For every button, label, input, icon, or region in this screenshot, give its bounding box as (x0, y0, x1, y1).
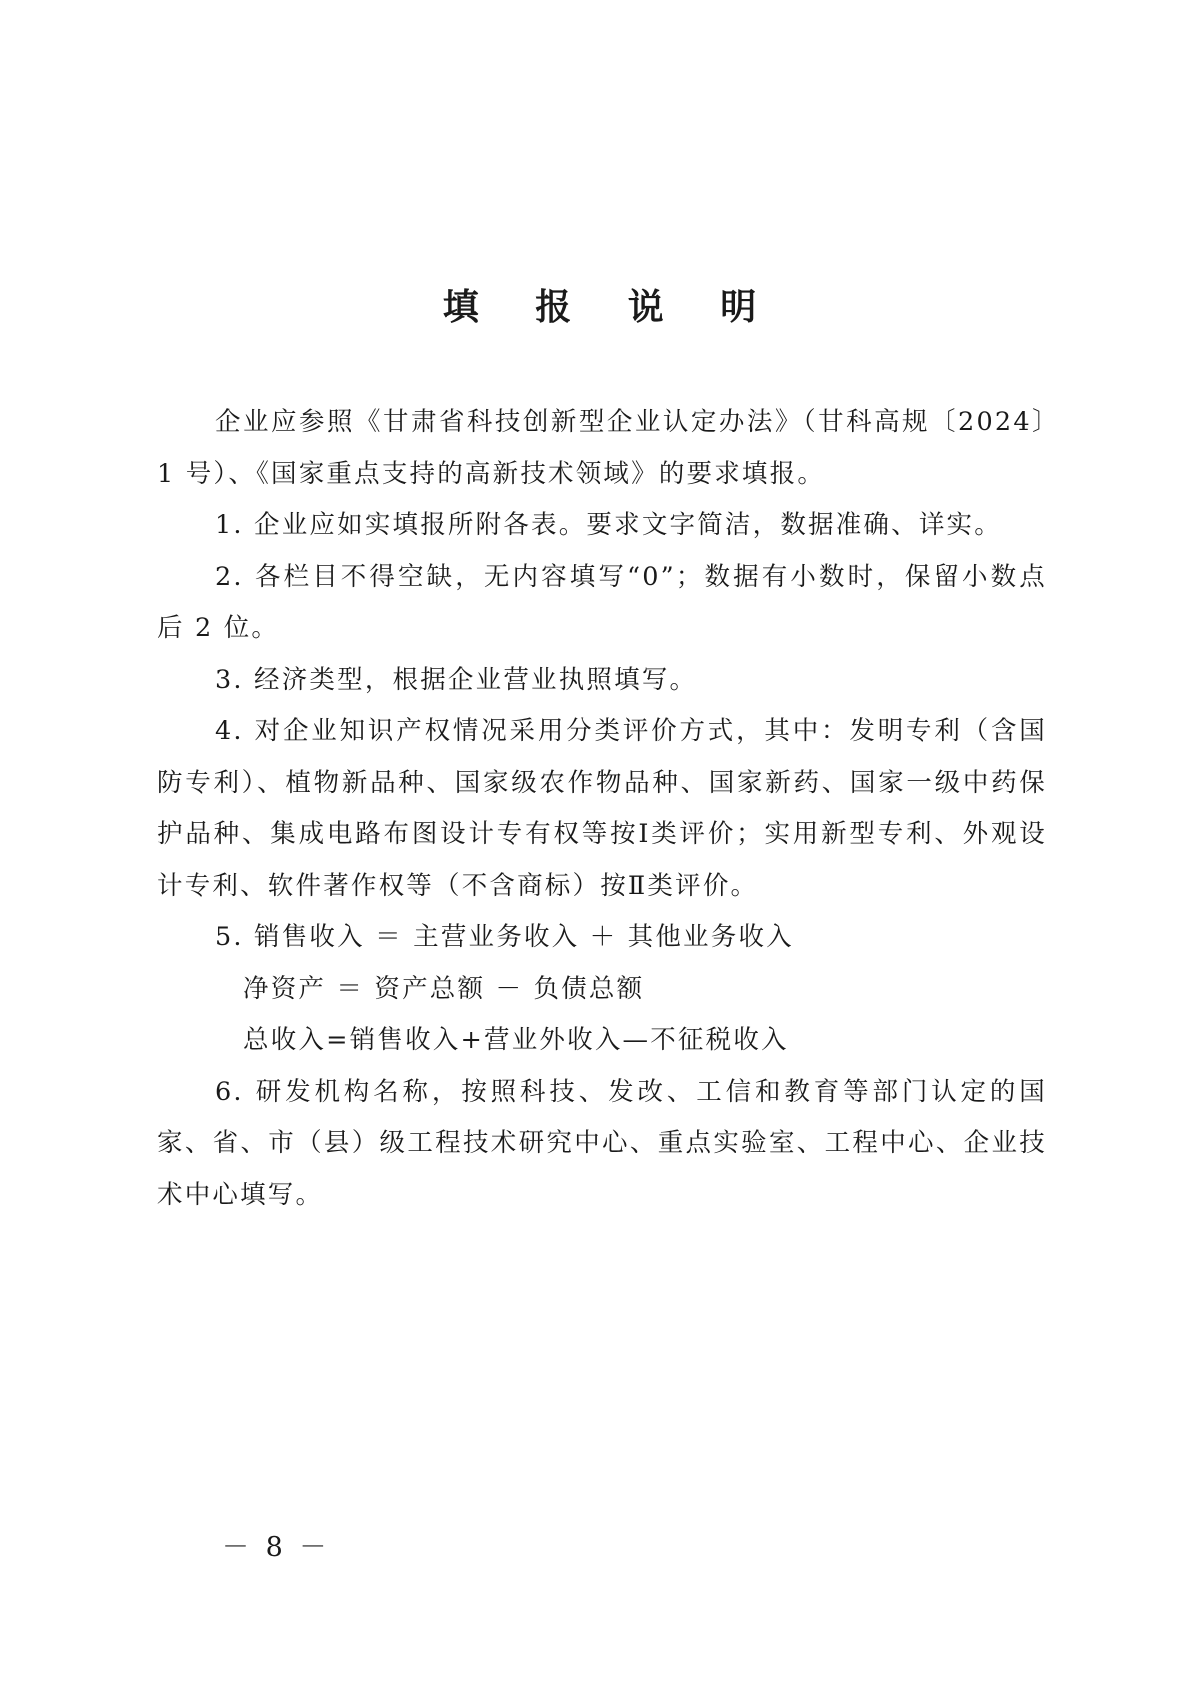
formula-total-income: 总收入=销售收入+营业外收入—不征税收入 (243, 1025, 789, 1055)
page-title: 填 报 说 明 (442, 286, 779, 328)
instruction-item-5: 5. 销售收入 ＝ 主营业务收入 ＋ 其他业务收入 (215, 922, 794, 952)
instruction-item-4: 4. 对企业知识产权情况采用分类评价方式，其中：发明专利（含国防专利）、植物新品种、国家级农作物品种、国家新药、国家一级中药保护品种、集成电路布图设计专有权等按Ⅰ类评价；实用新型专利、外观设计专利、软件著作权等（不含商标）按Ⅱ类评价。 (157, 716, 1047, 901)
formula-net-assets: 净资产 ＝ 资产总额 － 负债总额 (243, 973, 645, 1004)
instruction-item-2: 2. 各栏目不得空缺，无内容填写“0”；数据有小数时，保留小数点后 2 位。 (157, 561, 1047, 643)
instruction-item-3: 3. 经济类型，根据企业营业执照填写。 (215, 664, 698, 695)
page-number: － 8 － (222, 1532, 331, 1563)
instruction-item-1: 1. 企业应如实填报所附各表。要求文字简洁，数据准确、详实。 (215, 510, 1002, 540)
instructions-body (157, 397, 1047, 1221)
instruction-item-6: 6. 研发机构名称，按照科技、发改、工信和教育等部门认定的国家、省、市（县）级工程技术研究中心、重点实验室、工程中心、企业技术中心填写。 (157, 1076, 1047, 1210)
intro-paragraph: 企业应参照《甘肃省科技创新型企业认定办法》（甘科高规〔2024〕1 号）、《国家重点支持的高新技术领域》的要求填报。 (157, 407, 1047, 489)
